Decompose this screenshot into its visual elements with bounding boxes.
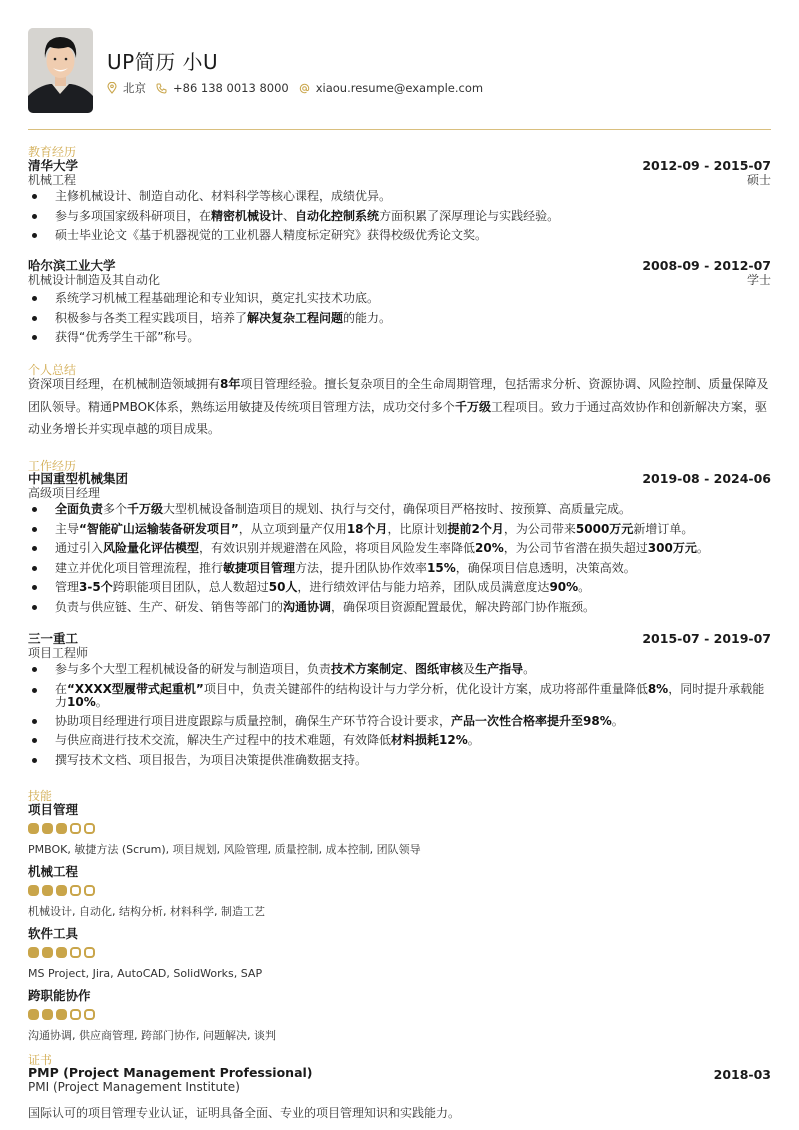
major: 机械工程 [28, 173, 77, 187]
filled-dot-icon [28, 947, 39, 958]
skill-item [28, 989, 276, 1042]
contact-location [107, 80, 146, 96]
empty-dot-icon [70, 823, 81, 834]
section-title-summary: 个人总结 [28, 363, 77, 377]
bullet-item: 积极参与各类工程实践项目，培养了解决复杂工程问题的能力。 [28, 309, 771, 329]
skill-name: 机械工程 [28, 864, 79, 879]
bullet-item: 主导“智能矿山运输装备研发项目”，从立项到量产仅用18个月，比原计划提前2个月，为公司带来5000万元新增订单。 [28, 520, 771, 540]
bullet-item: 协助项目经理进行项目进度跟踪与质量控制，确保生产环节符合设计要求，产品一次性合格率提升至98%。 [28, 712, 771, 732]
bullet-item: 通过引入风险量化评估模型，有效识别并规避潜在风险，将项目风险发生率降低20%，为公司节省潜在损失超过300万元。 [28, 539, 771, 559]
header-divider [28, 129, 771, 130]
empty-dot-icon [84, 885, 95, 896]
education-2-bullets [28, 289, 771, 348]
filled-dot-icon [56, 823, 67, 834]
skill-level-rating [28, 885, 265, 896]
degree: 硕士 [746, 173, 771, 187]
education-item-2 [28, 259, 771, 287]
summary-text: 资深项目经理，在机械制造领域拥有8年项目管理经验。擅长复杂项目的全生命周期管理，包括需求分析、资源协调、风险控制、质量保障及团队领导。精通PMBOK体系，熟练运用敏捷及传统项目管理方法，成功交付多个千万级工程项目。致力于通过高效协作和创新解决方案，驱动业务增长并实现卓越的项目成果。 [28, 377, 769, 436]
filled-dot-icon [42, 823, 53, 834]
skill-name: 软件工具 [28, 926, 79, 941]
work-item-1 [28, 472, 771, 500]
bullet-item: 管理3-5个跨职能项目团队，总人数超过50人，进行绩效评估与能力培养，团队成员满意度达90%。 [28, 578, 771, 598]
contact-email[interactable] [299, 81, 483, 95]
filled-dot-icon [42, 1009, 53, 1020]
at-icon [299, 83, 310, 94]
certificate-item [28, 1066, 771, 1094]
empty-dot-icon [70, 1009, 81, 1020]
contact-phone[interactable] [156, 81, 289, 95]
work-dates: 2015-07 - 2019-07 [642, 631, 771, 646]
work-item-2 [28, 632, 771, 660]
filled-dot-icon [56, 885, 67, 896]
job-title: 项目工程师 [28, 646, 89, 660]
contact-info [107, 80, 493, 96]
education-dates: 2012-09 - 2015-07 [642, 158, 771, 173]
candidate-name: UP简历 小U [107, 50, 219, 74]
map-pin-icon [107, 82, 117, 94]
bullet-item: 与供应商进行技术交流，解决生产过程中的技术难题，有效降低材料损耗12%。 [28, 731, 771, 751]
skill-keywords: PMBOK, 敏捷方法 (Scrum), 项目规划, 风险管理, 质量控制, 成本控制, 团队领导 [28, 843, 421, 856]
skill-item [28, 865, 265, 918]
skill-name: 项目管理 [28, 802, 79, 817]
education-dates: 2008-09 - 2012-07 [642, 258, 771, 273]
education-item-1 [28, 159, 771, 187]
bullet-item: 建立并优化项目管理流程，推行敏捷项目管理方法，提升团队协作效率15%，确保项目信息透明，决策高效。 [28, 559, 771, 579]
skill-item [28, 803, 421, 856]
phone-text[interactable]: +86 138 0013 8000 [173, 81, 289, 95]
certificate-name: PMP (Project Management Professional) [28, 1065, 313, 1080]
bullet-item: 参与多个大型工程机械设备的研发与制造项目，负责技术方案制定、图纸审核及生产指导。 [28, 660, 771, 680]
skill-keywords: 机械设计, 自动化, 结构分析, 材料科学, 制造工艺 [28, 905, 265, 918]
school-name: 哈尔滨工业大学 [28, 258, 116, 273]
bullet-item: 参与多项国家级科研项目，在精密机械设计、自动化控制系统方面积累了深厚理论与实践经验。 [28, 207, 771, 227]
empty-dot-icon [84, 947, 95, 958]
empty-dot-icon [70, 947, 81, 958]
bullet-item: 主修机械设计、制造自动化、材料科学等核心课程，成绩优异。 [28, 187, 771, 207]
skill-level-rating [28, 947, 262, 958]
skill-item [28, 927, 262, 980]
job-title: 高级项目经理 [28, 486, 101, 500]
section-title-skills: 技能 [28, 789, 53, 803]
certificate-description: 国际认可的项目管理专业认证，证明具备全面、专业的项目管理知识和实践能力。 [28, 1106, 461, 1120]
filled-dot-icon [28, 823, 39, 834]
section-title-education: 教育经历 [28, 145, 77, 159]
filled-dot-icon [28, 885, 39, 896]
filled-dot-icon [28, 1009, 39, 1020]
skill-level-rating [28, 823, 421, 834]
skill-keywords: MS Project, Jira, AutoCAD, SolidWorks, SAP [28, 967, 263, 980]
phone-icon [156, 83, 167, 94]
degree: 学士 [746, 273, 771, 287]
empty-dot-icon [84, 1009, 95, 1020]
school-name: 清华大学 [28, 158, 79, 173]
bullet-item: 撰写技术文档、项目报告，为项目决策提供准确数据支持。 [28, 751, 771, 771]
bullet-item: 硕士毕业论文《基于机器视觉的工业机器人精度标定研究》获得校级优秀论文奖。 [28, 226, 771, 246]
work-dates: 2019-08 - 2024-06 [642, 471, 771, 486]
skill-keywords: 沟通协调, 供应商管理, 跨部门协作, 问题解决, 谈判 [28, 1029, 276, 1042]
location-text: 北京 [123, 81, 146, 95]
bullet-item: 负责与供应链、生产、研发、销售等部门的沟通协调，确保项目资源配置最优，解决跨部门协作瓶颈。 [28, 598, 771, 618]
company-name: 三一重工 [28, 631, 79, 646]
bullet-item: 全面负责多个千万级大型机械设备制造项目的规划、执行与交付，确保项目严格按时、按预算、高质量完成。 [28, 500, 771, 520]
resume-header [28, 28, 771, 114]
certificate-date: 2018-03 [713, 1067, 771, 1082]
education-1-bullets [28, 187, 771, 246]
certificate-issuer: PMI (Project Management Institute) [28, 1080, 240, 1094]
major: 机械设计制造及其自动化 [28, 273, 161, 287]
filled-dot-icon [42, 947, 53, 958]
bullet-item: 获得“优秀学生干部”称号。 [28, 328, 771, 348]
avatar-portrait-icon [28, 28, 93, 113]
filled-dot-icon [42, 885, 53, 896]
filled-dot-icon [56, 947, 67, 958]
empty-dot-icon [84, 823, 95, 834]
filled-dot-icon [56, 1009, 67, 1020]
work-2-bullets [28, 660, 771, 770]
empty-dot-icon [70, 885, 81, 896]
company-name: 中国重型机械集团 [28, 471, 129, 486]
work-1-bullets [28, 500, 771, 617]
avatar-photo [28, 28, 93, 113]
bullet-item: 在“XXXX型履带式起重机”项目中，负责关键部件的结构设计与力学分析，优化设计方案，成功将部件重量降低8%，同时提升承载能力10%。 [28, 680, 771, 712]
skill-name: 跨职能协作 [28, 988, 91, 1003]
bullet-item: 系统学习机械工程基础理论和专业知识，奠定扎实技术功底。 [28, 289, 771, 309]
skill-level-rating [28, 1009, 276, 1020]
section-title-work: 工作经历 [28, 459, 77, 473]
section-title-certificates: 证书 [28, 1053, 53, 1067]
email-text[interactable]: xiaou.resume@example.com [315, 81, 484, 95]
